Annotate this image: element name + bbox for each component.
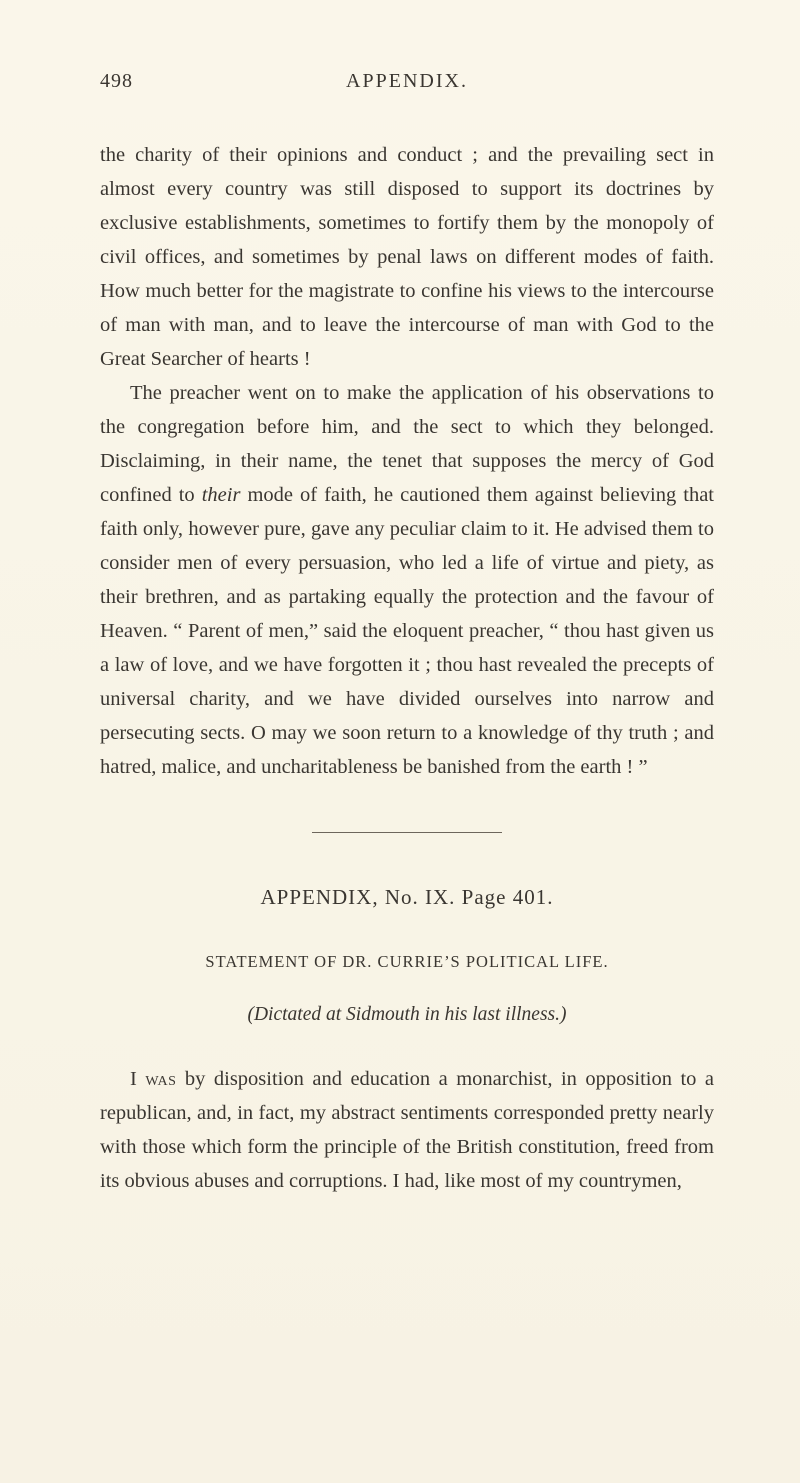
running-head: APPENDIX. [346, 70, 468, 92]
paragraph [100, 1062, 714, 1198]
appendix-body-text [100, 1062, 714, 1198]
small-caps-word: was [145, 1068, 177, 1090]
paragraph-text: mode of faith, he cautioned them against believing that faith only, however pure, gave any peculiar claim to it. He advised them to consider men of every persuasion, who led a life of virtue and piety, as their brethren, and as partaking equally the protection and the favour of Heaven. “ Parent of men,” said the eloquent preacher, “ thou hast given us a law of love, and we have forgotten it ; thou hast revealed the precepts of universal charity, and we have divided ourselves into narrow and persecuting sects. O may we soon return to a knowledge of thy truth ; and hatred, malice, and uncharitableness be banished from the earth ! ” [100, 484, 714, 778]
section-divider [312, 832, 502, 833]
page-header [100, 70, 714, 104]
paragraph-text: by disposition and education a monarchist, in opposition to a republican, and, in fact, my abstract sentiments corresponded pretty nearly with those which form the principle of the British constitution, freed from its obvious abuses and corruptions. I had, like most of my countrymen, [100, 1068, 714, 1192]
page-content [100, 70, 714, 1198]
body-text [100, 138, 714, 784]
paragraph-text: I [130, 1068, 146, 1090]
paragraph-text: The preacher went on to make the application of his observations to the congregation before him, and the sect to which they belonged. Disclaiming, in their name, the tenet that supposes the mercy of God confined to [100, 382, 714, 506]
paragraph-text: the charity of their opinions and conduct ; and the prevailing sect in almost every country was still disposed to support its doctrines by exclusive establishments, sometimes to fortify them by the monopoly of civil offices, and sometimes by penal laws on different modes of faith. How much better for the magistrate to confine his views to the intercourse of man with man, and to leave the intercourse of man with God to the Great Searcher of hearts ! [100, 144, 714, 370]
appendix-heading: APPENDIX, No. IX. Page 401. [260, 885, 554, 909]
paragraph-continuation [100, 138, 714, 376]
paragraph [100, 376, 714, 784]
dictation-note: (Dictated at Sidmouth in his last illness.) [247, 1004, 567, 1025]
appendix-subheading: STATEMENT OF DR. CURRIE’S POLITICAL LIFE. [205, 952, 609, 971]
italic-word: their [201, 484, 241, 506]
page-number: 498 [100, 70, 133, 92]
